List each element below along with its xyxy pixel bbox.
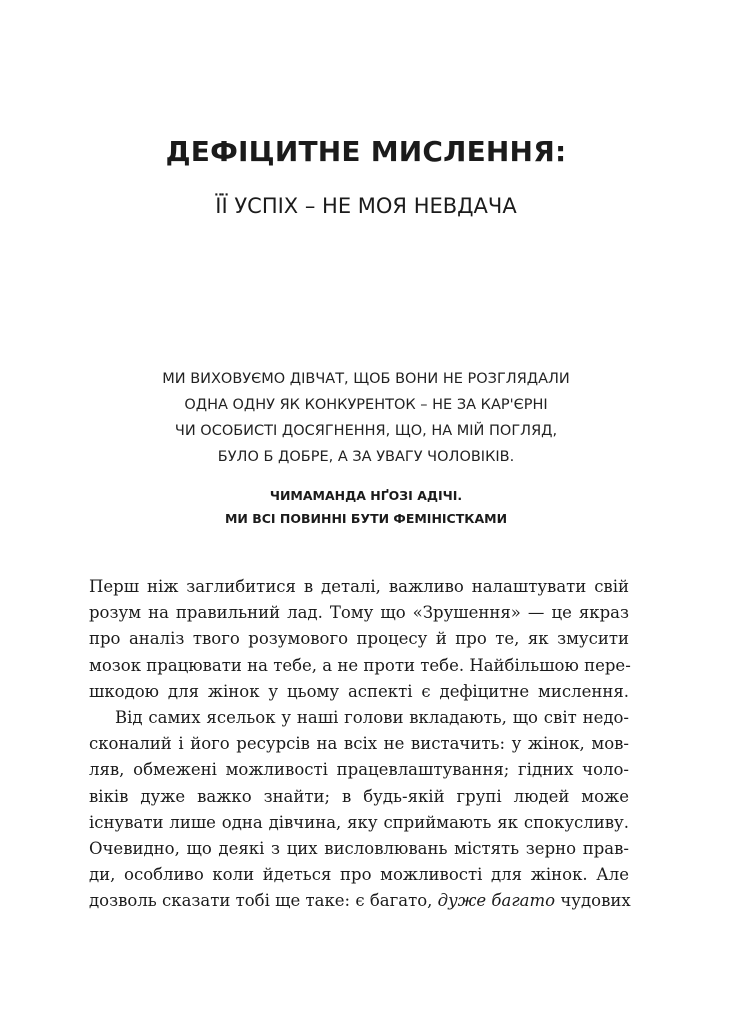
epigraph-line: МИ ВИХОВУЄМО ДІВЧАТ, ЩОБ ВОНИ НЕ РОЗГЛЯДАЛИ: [162, 371, 570, 387]
text-segment: чудових: [555, 891, 631, 911]
text-line: ди, особливо коли йдеться про можливості для жінок. Але: [89, 865, 629, 885]
emphasis-text: дуже багато: [437, 891, 556, 911]
text-line: Очевидно, що деякі з цих висловлювань містять зерно прав-: [89, 839, 629, 859]
text-line: про аналіз твого розумового процесу й про те, як змусити: [89, 629, 629, 649]
chapter-subtitle: ЇЇ УСПІХ – НЕ МОЯ НЕВДАЧА: [215, 194, 517, 218]
text-line: розум на правильний лад. Тому що «Зрушення» — це якраз: [89, 603, 629, 623]
chapter-title: ДЕФІЦИТНЕ МИСЛЕННЯ:: [165, 135, 567, 168]
text-line: існувати лише одна дівчина, яку сприймають як спокусливу.: [89, 812, 629, 832]
text-line: ляв, обмежені можливості працевлаштування; гідних чоло-: [89, 760, 629, 780]
attribution-source: МИ ВСІ ПОВИННІ БУТИ ФЕМІНІСТКАМИ: [224, 511, 508, 526]
text-line: сконалий і його ресурсів на всіх не вистачить: у жінок, мов-: [89, 734, 629, 754]
text-line: віків дуже важко знайти; в будь-якій групі людей може: [89, 786, 629, 806]
text-line: Перш ніж заглибитися в деталі, важливо налаштувати свій: [89, 577, 629, 596]
epigraph-line: ОДНА ОДНУ ЯК КОНКУРЕНТОК – НЕ ЗА КАР'ЄРНІ: [184, 397, 548, 413]
text-line-last: [89, 888, 629, 914]
body-text: [89, 574, 649, 915]
text-line: шкодою для жінок у цьому аспекті є дефіцитне мислення.: [89, 681, 629, 701]
paragraph-2: [89, 705, 649, 915]
epigraph-line: БУЛО Б ДОБРЕ, А ЗА УВАГУ ЧОЛОВІКІВ.: [217, 449, 515, 465]
attribution-author: ЧИМАМАНДА НҐОЗІ АДІЧІ.: [269, 488, 463, 503]
text-segment: дозволь сказати тобі ще таке: є багато,: [89, 891, 438, 911]
epigraph-line: ЧИ ОСОБИСТІ ДОСЯГНЕННЯ, ЩО, НА МІЙ ПОГЛЯД,: [174, 423, 558, 439]
epigraph-quote: [0, 366, 732, 470]
text-line: Від самих ясельок у наші голови вкладають, що світ недо-: [115, 708, 629, 728]
epigraph-attribution: [0, 484, 732, 530]
text-line: мозок працювати на тебе, а не проти тебе. Найбільшою пере-: [89, 655, 631, 675]
paragraph-1: [89, 574, 649, 705]
